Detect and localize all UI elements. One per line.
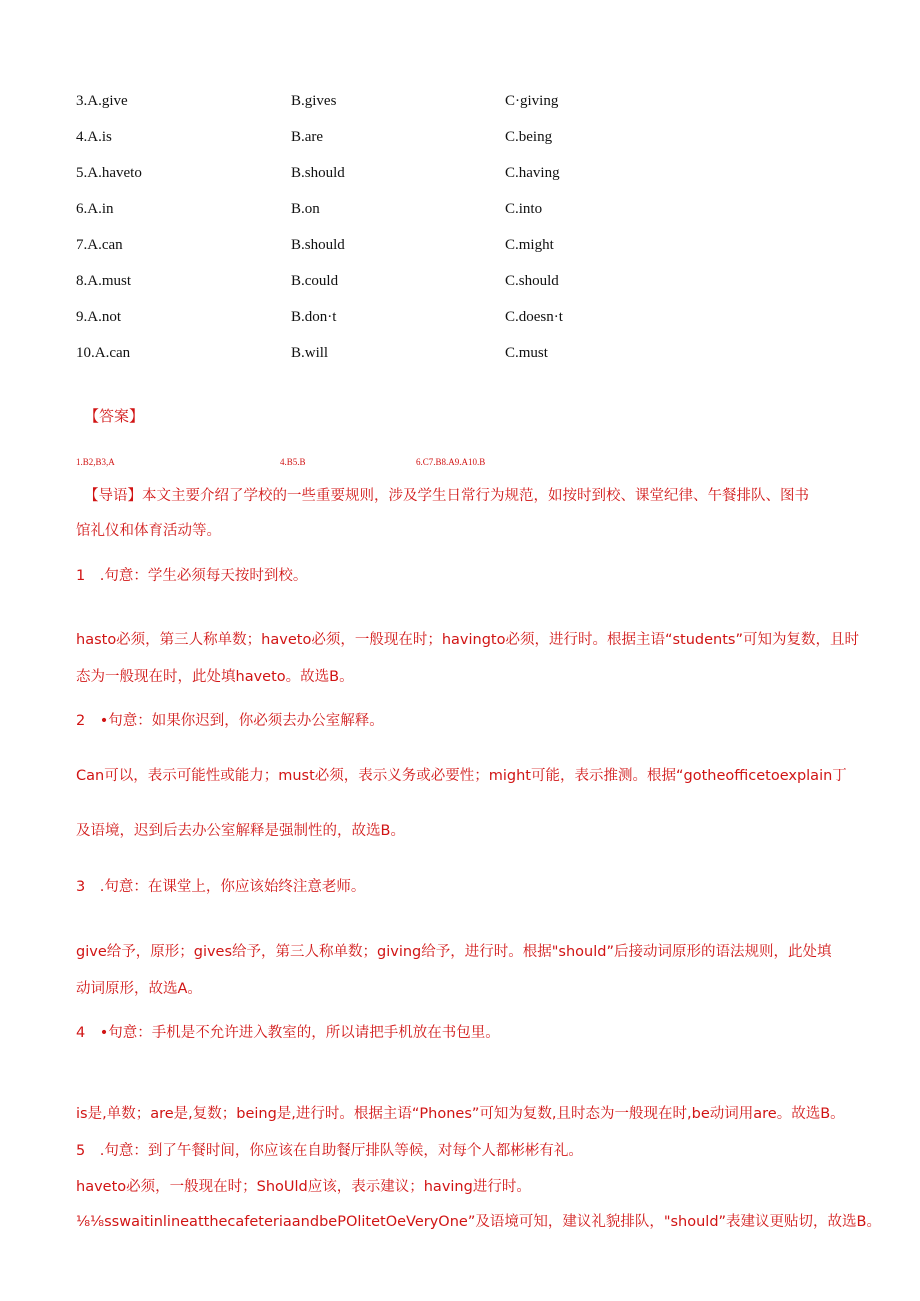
answer-heading: 【答案】 [84,407,145,425]
option-row-6 [0,199,920,219]
option-c: C.must [505,345,548,361]
answer-key-part2: 4.B5.B [280,457,306,467]
option-b: B.are [291,129,324,145]
q5-explanation-line-2: ⅛⅛sswaitinlineatthecafeteriaandbePOlitetOeVeryOne”及语境可知，建议礼貌排队，"should”表建议更贴切，故选B。 [76,1214,881,1230]
option-b: B.should [291,237,345,253]
option-a: 6.A.in [76,201,114,217]
option-a: 8.A.must [76,273,132,289]
answer-key-part3: 6.C7.B8.A9.A10.B [416,457,486,467]
option-c: C·giving [505,93,559,109]
option-c: C.into [505,201,543,217]
option-a: 3.A.give [76,93,128,109]
q3-explanation-line-2: 动词原形，故选A。 [76,981,202,997]
q1-explanation-line-2: 态为一般现在时，此处填haveto。故选B。 [76,669,354,685]
option-c: C.should [505,273,559,289]
option-a: 7.A.can [76,237,123,253]
option-row-7 [0,235,920,255]
guide-line-1: 【导语】本文主要介绍了学校的一些重要规则，涉及学生日常行为规范，如按时到校、课堂纪律、午餐排队、图书 [84,488,809,504]
option-a: 10.A.can [76,345,131,361]
option-b: B.could [291,273,339,289]
q2-explanation-line-1: Can可以，表示可能性或能力；must必须，表示义务或必要性；might可能，表示推测。根据“gotheofficetoexplain丁 [76,768,847,784]
q2-explanation-line-2: 及语境，迟到后去办公室解释是强制性的，故选B。 [76,823,405,839]
option-c: C.being [505,129,553,145]
q2-translation: 2 •句意：如果你迟到，你必须去办公室解释。 [76,713,384,729]
option-b: B.will [291,345,329,361]
option-row-9 [0,307,920,327]
option-a: 9.A.not [76,309,121,325]
q5-translation: 5 .句意：到了午餐时间，你应该在自助餐厅排队等候，对每个人都彬彬有礼。 [76,1143,583,1159]
option-row-4 [0,127,920,147]
option-row-3 [0,91,920,111]
q1-translation: 1 .句意：学生必须每天按时到校。 [76,568,308,584]
q3-translation: 3 .句意：在课堂上，你应该始终注意老师。 [76,879,366,895]
option-row-5 [0,163,920,183]
option-b: B.on [291,201,320,217]
q1-explanation-line-1: hasto必须，第三人称单数；haveto必须，一般现在时；havingto必须，进行时。根据主语“students”可知为复数，且时 [76,632,859,648]
option-c: C.having [505,165,560,181]
answer-key-part1: 1.B2,B3,A [76,457,115,467]
answer-key [0,451,920,473]
option-b: B.don·t [291,309,337,325]
option-row-8 [0,271,920,291]
option-row-10 [0,343,920,363]
q5-explanation-line-1: haveto必须，一般现在时；ShoUld应该，表示建议；having进行时。 [76,1179,531,1195]
option-c: C.doesn·t [505,309,563,325]
q4-translation: 4 •句意：手机是不允许进入教室的，所以请把手机放在书包里。 [76,1025,500,1041]
option-b: B.gives [291,93,337,109]
option-a: 4.A.is [76,129,112,145]
option-c: C.might [505,237,554,253]
q4-explanation-line-1: is是,单数；are是,复数；being是,进行时。根据主语“Phones”可知为复数,且时态为一般现在时,be动词用are。故选B。 [76,1106,845,1122]
option-b: B.should [291,165,345,181]
option-a: 5.A.haveto [76,165,142,181]
q3-explanation-line-1: give给予，原形；gives给予，第三人称单数；giving给予，进行时。根据"should”后接动词原形的语法规则，此处填 [76,944,832,960]
guide-line-2: 馆礼仪和体育活动等。 [76,523,221,539]
